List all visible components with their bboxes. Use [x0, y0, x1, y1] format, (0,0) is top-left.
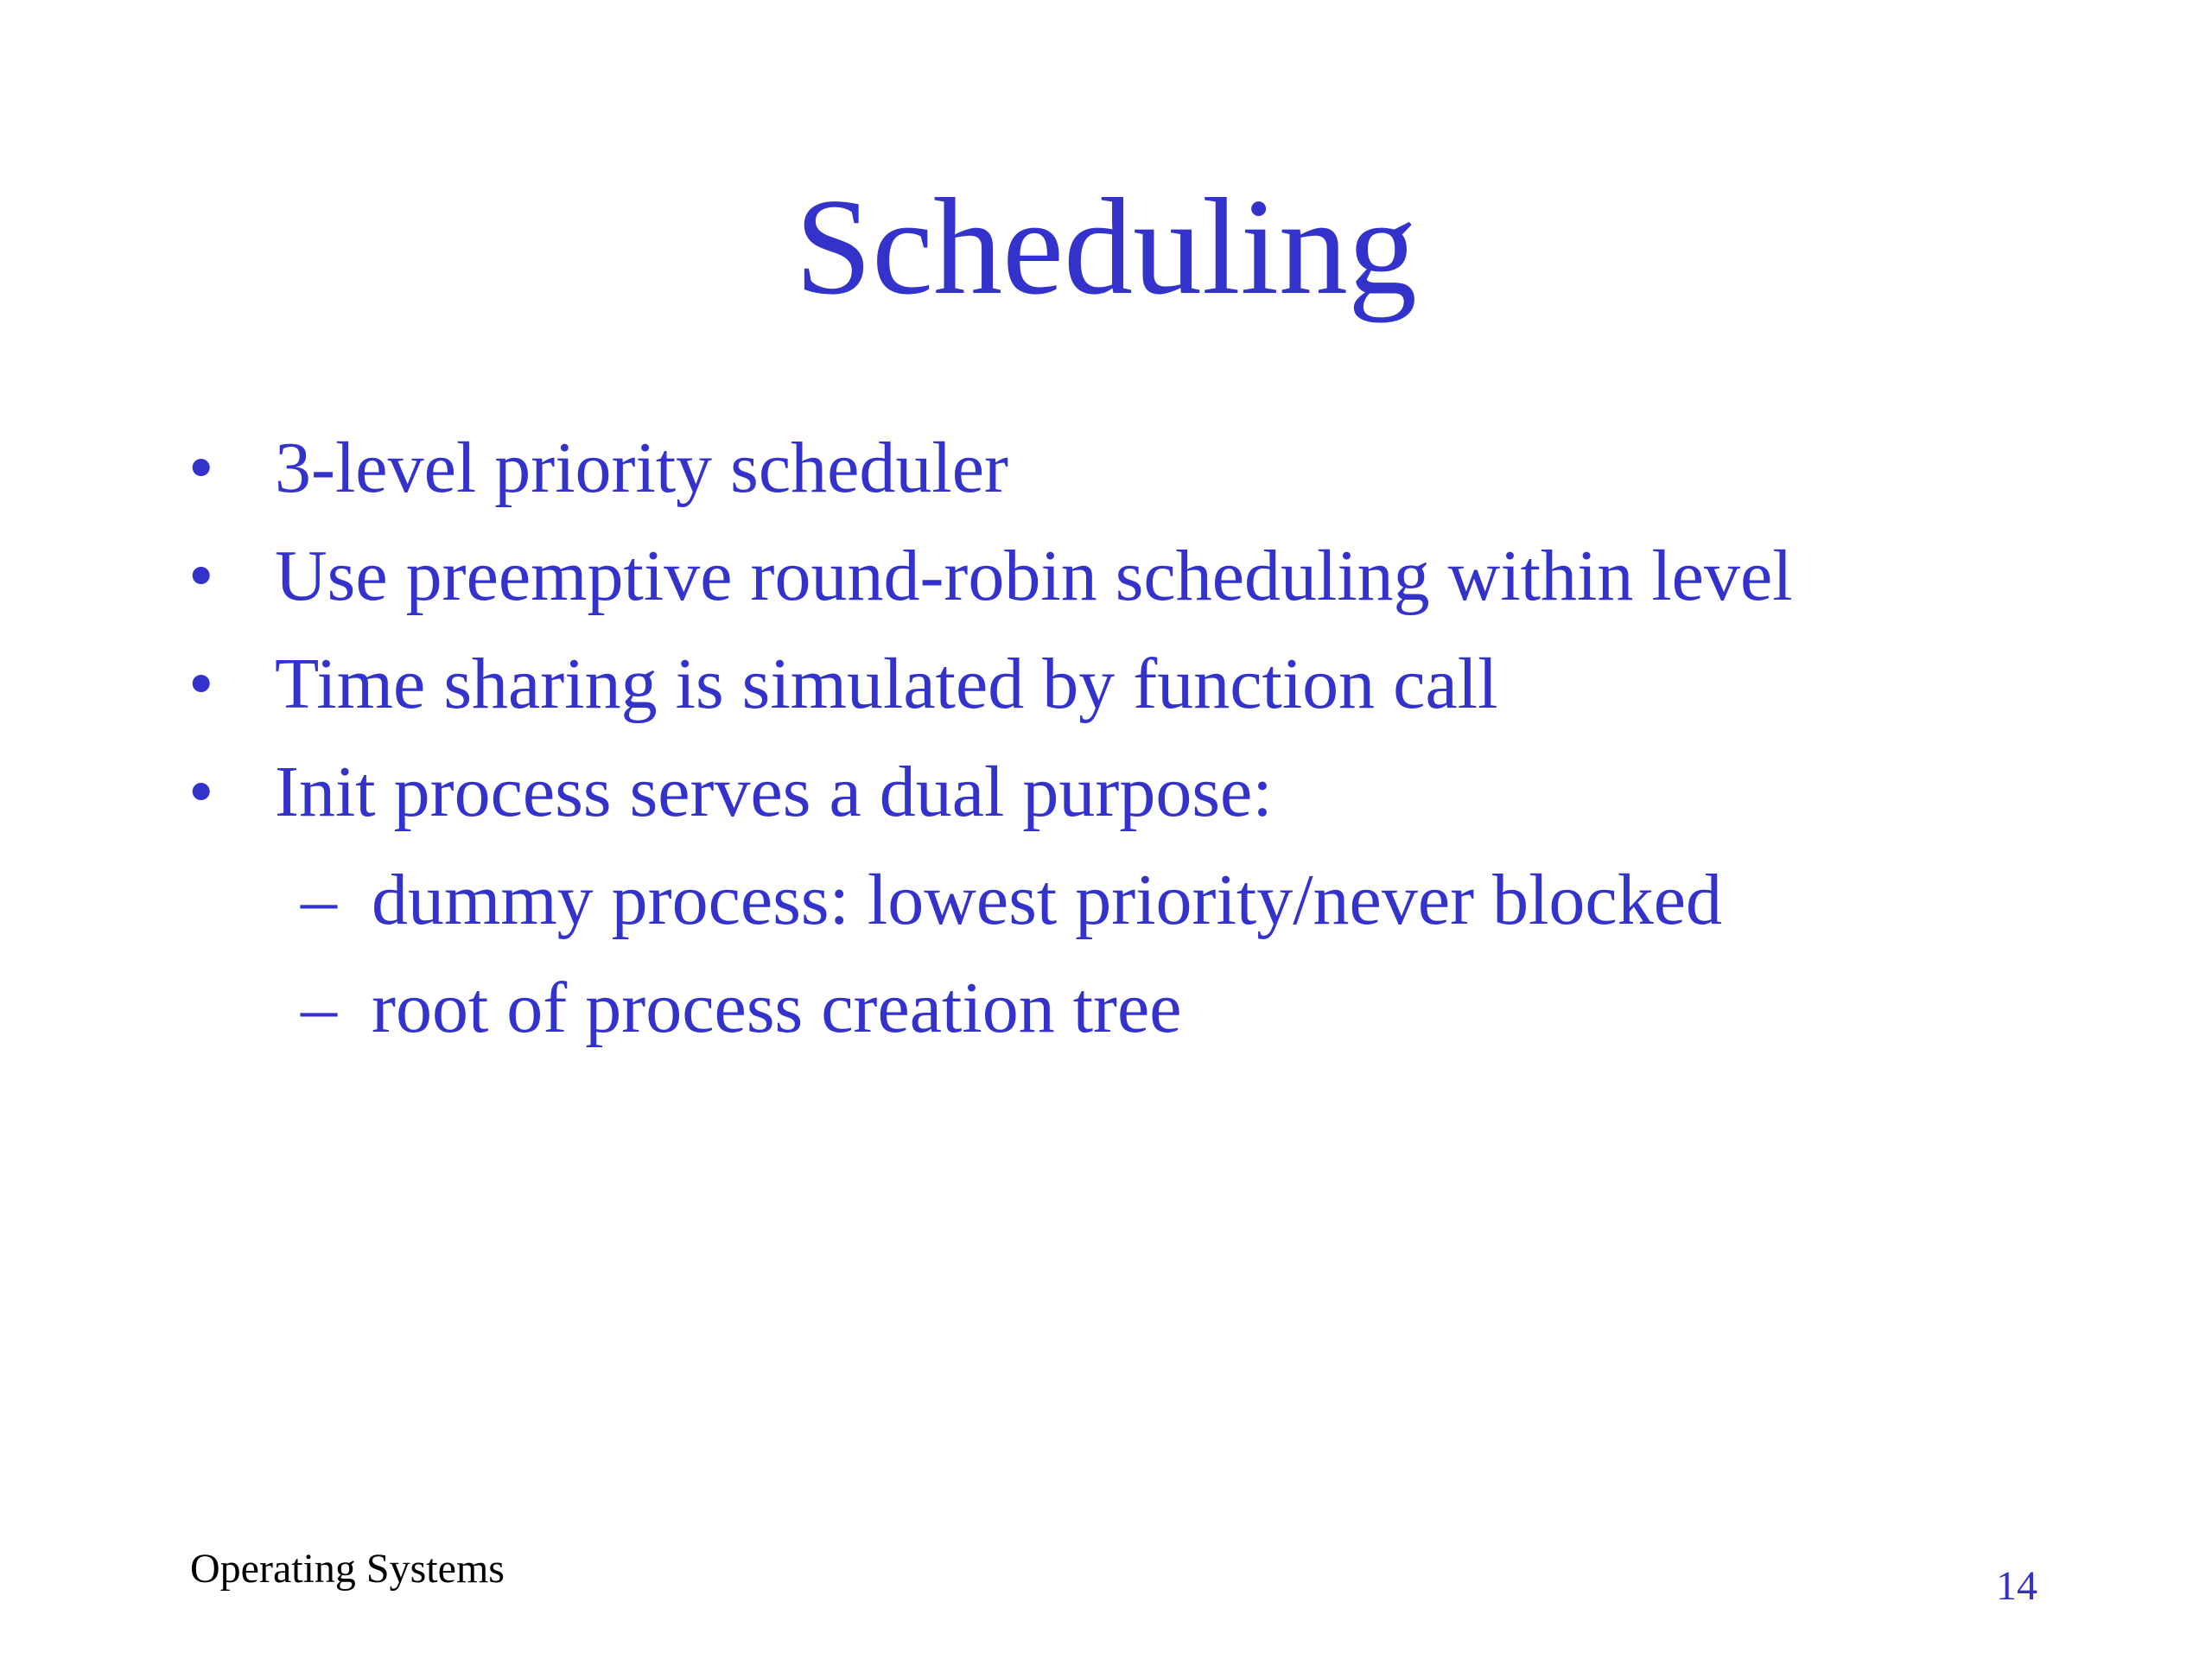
- bullet-marker: •: [188, 536, 214, 616]
- sub-bullet-marker: –: [301, 860, 337, 940]
- sub-bullet-text: dummy process: lowest priority/never blocked: [372, 860, 1722, 940]
- page-number: 14: [1996, 1563, 2037, 1609]
- bullet-marker: •: [188, 752, 214, 832]
- bullet-text: Time sharing is simulated by function call: [275, 644, 1498, 724]
- bullet-text: Init process serves a dual purpose:: [275, 752, 1273, 832]
- slide-title: Scheduling: [795, 169, 1417, 323]
- bullet-marker: •: [188, 428, 214, 508]
- sub-bullet-text: root of process creation tree: [372, 968, 1182, 1048]
- bullet-text: Use preemptive round-robin scheduling within level: [275, 536, 1793, 616]
- bullet-text: 3-level priority scheduler: [275, 428, 1009, 508]
- footer-course-name: Operating Systems: [190, 1546, 505, 1592]
- sub-bullet-marker: –: [301, 968, 337, 1048]
- bullet-marker: •: [188, 644, 214, 724]
